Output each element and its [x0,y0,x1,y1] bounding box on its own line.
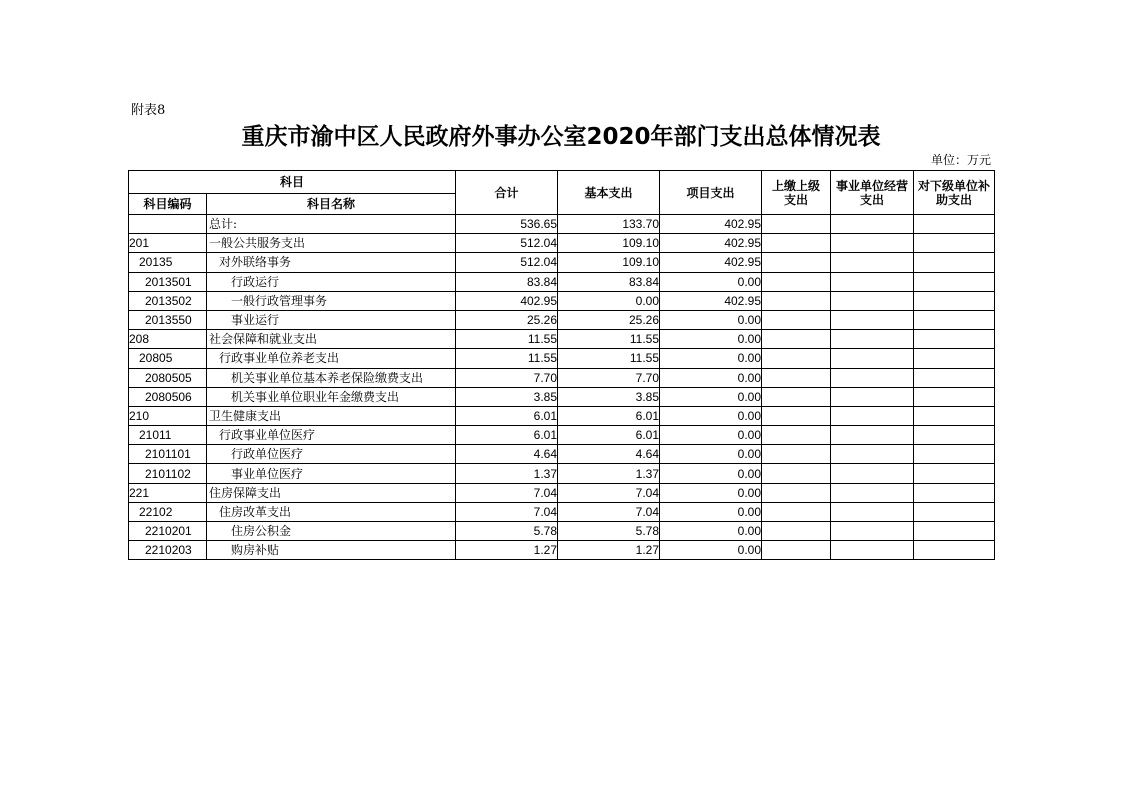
cell-total: 6.01 [456,426,558,445]
cell-code: 2013502 [129,291,207,310]
cell-basic: 4.64 [558,445,660,464]
cell-project: 0.00 [660,368,762,387]
table-row [129,291,995,310]
header-business: 事业单位经营支出 [831,171,914,215]
cell-basic: 11.55 [558,349,660,368]
cell-total: 512.04 [456,234,558,253]
cell-business [831,253,914,272]
cell-project: 0.00 [660,310,762,329]
cell-lower [914,253,995,272]
cell-basic: 7.04 [558,483,660,502]
cell-project: 0.00 [660,445,762,464]
cell-upper [762,387,831,406]
header-total: 合计 [456,171,558,215]
expenditure-table [128,170,995,560]
cell-project: 0.00 [660,272,762,291]
cell-total: 1.37 [456,464,558,483]
cell-name: 卫生健康支出 [207,406,456,425]
cell-lower [914,291,995,310]
header-project: 项目支出 [660,171,762,215]
cell-upper [762,253,831,272]
cell-name: 一般行政管理事务 [207,291,456,310]
cell-lower [914,272,995,291]
cell-upper [762,406,831,425]
cell-upper [762,541,831,560]
cell-code: 210 [129,406,207,425]
cell-project: 402.95 [660,253,762,272]
cell-business [831,349,914,368]
cell-upper [762,426,831,445]
cell-name: 行政运行 [207,272,456,291]
table-row [129,368,995,387]
cell-basic: 5.78 [558,522,660,541]
cell-code: 2210201 [129,522,207,541]
cell-project: 0.00 [660,330,762,349]
cell-basic: 25.26 [558,310,660,329]
cell-name: 社会保障和就业支出 [207,330,456,349]
cell-business [831,502,914,521]
table-body [129,215,995,560]
cell-code: 2080505 [129,368,207,387]
cell-basic: 1.37 [558,464,660,483]
cell-name: 机关事业单位职业年金缴费支出 [207,387,456,406]
table-row [129,541,995,560]
cell-name: 一般公共服务支出 [207,234,456,253]
cell-name: 购房补贴 [207,541,456,560]
cell-project: 0.00 [660,349,762,368]
cell-lower [914,426,995,445]
cell-name: 住房改革支出 [207,502,456,521]
cell-business [831,291,914,310]
cell-total: 7.04 [456,483,558,502]
cell-upper [762,502,831,521]
cell-upper [762,522,831,541]
cell-lower [914,234,995,253]
cell-business [831,272,914,291]
cell-project: 0.00 [660,387,762,406]
cell-project: 0.00 [660,464,762,483]
cell-project: 0.00 [660,541,762,560]
table-row [129,215,995,234]
cell-total: 4.64 [456,445,558,464]
cell-upper [762,368,831,387]
cell-business [831,464,914,483]
cell-basic: 1.27 [558,541,660,560]
cell-upper [762,272,831,291]
cell-total: 1.27 [456,541,558,560]
cell-basic: 6.01 [558,406,660,425]
cell-lower [914,502,995,521]
cell-total: 83.84 [456,272,558,291]
cell-upper [762,330,831,349]
cell-total: 11.55 [456,330,558,349]
cell-total: 6.01 [456,406,558,425]
cell-name: 行政事业单位医疗 [207,426,456,445]
cell-code: 2101101 [129,445,207,464]
cell-name: 住房公积金 [207,522,456,541]
table-row [129,387,995,406]
cell-business [831,406,914,425]
cell-code: 208 [129,330,207,349]
cell-business [831,445,914,464]
cell-upper [762,310,831,329]
cell-upper [762,483,831,502]
table-row [129,234,995,253]
cell-basic: 133.70 [558,215,660,234]
cell-lower [914,330,995,349]
cell-name: 住房保障支出 [207,483,456,502]
table-row [129,349,995,368]
cell-lower [914,368,995,387]
cell-basic: 109.10 [558,253,660,272]
table-row [129,426,995,445]
cell-business [831,234,914,253]
cell-business [831,541,914,560]
table-row [129,330,995,349]
cell-code: 201 [129,234,207,253]
cell-name: 事业单位医疗 [207,464,456,483]
cell-business [831,310,914,329]
cell-total: 7.70 [456,368,558,387]
cell-business [831,215,914,234]
cell-business [831,522,914,541]
cell-upper [762,215,831,234]
cell-lower [914,522,995,541]
cell-lower [914,387,995,406]
cell-code: 21011 [129,426,207,445]
cell-code: 2013501 [129,272,207,291]
cell-project: 0.00 [660,502,762,521]
cell-total: 5.78 [456,522,558,541]
cell-business [831,426,914,445]
cell-upper [762,445,831,464]
header-name: 科目名称 [207,194,456,215]
cell-name: 行政事业单位养老支出 [207,349,456,368]
header-basic: 基本支出 [558,171,660,215]
table-row [129,406,995,425]
cell-total: 536.65 [456,215,558,234]
cell-code: 20805 [129,349,207,368]
table-row [129,502,995,521]
cell-basic: 3.85 [558,387,660,406]
cell-total: 25.26 [456,310,558,329]
cell-code [129,215,207,234]
table-row [129,483,995,502]
cell-name: 对外联络事务 [207,253,456,272]
page-title: 重庆市渝中区人民政府外事办公室2020年部门支出总体情况表 [241,124,881,150]
cell-basic: 7.04 [558,502,660,521]
cell-business [831,368,914,387]
cell-code: 2101102 [129,464,207,483]
cell-total: 7.04 [456,502,558,521]
cell-lower [914,349,995,368]
cell-upper [762,464,831,483]
table-row [129,253,995,272]
cell-lower [914,445,995,464]
cell-lower [914,541,995,560]
cell-project: 0.00 [660,522,762,541]
appendix-label: 附表8 [131,103,166,118]
cell-lower [914,310,995,329]
cell-lower [914,406,995,425]
cell-total: 11.55 [456,349,558,368]
table-row [129,310,995,329]
header-upper: 上缴上级支出 [762,171,831,215]
table-row [129,522,995,541]
cell-project: 402.95 [660,234,762,253]
cell-basic: 83.84 [558,272,660,291]
header-code: 科目编码 [129,194,207,215]
cell-code: 2210203 [129,541,207,560]
cell-name: 事业运行 [207,310,456,329]
cell-upper [762,349,831,368]
cell-basic: 11.55 [558,330,660,349]
cell-upper [762,291,831,310]
header-lower: 对下级单位补助支出 [914,171,995,215]
cell-basic: 109.10 [558,234,660,253]
cell-project: 0.00 [660,426,762,445]
cell-lower [914,464,995,483]
cell-code: 20135 [129,253,207,272]
cell-code: 221 [129,483,207,502]
cell-business [831,387,914,406]
cell-project: 0.00 [660,406,762,425]
unit-label: 单位：万元 [930,153,991,167]
cell-project: 402.95 [660,215,762,234]
table-row [129,272,995,291]
header-subject: 科目 [129,171,456,194]
cell-name: 机关事业单位基本养老保险缴费支出 [207,368,456,387]
cell-basic: 0.00 [558,291,660,310]
cell-basic: 7.70 [558,368,660,387]
cell-business [831,483,914,502]
cell-code: 2013550 [129,310,207,329]
cell-code: 22102 [129,502,207,521]
cell-basic: 6.01 [558,426,660,445]
cell-project: 0.00 [660,483,762,502]
cell-upper [762,234,831,253]
cell-total: 402.95 [456,291,558,310]
cell-lower [914,215,995,234]
table-row [129,464,995,483]
table-row [129,445,995,464]
cell-business [831,330,914,349]
cell-total: 512.04 [456,253,558,272]
cell-lower [914,483,995,502]
cell-project: 402.95 [660,291,762,310]
cell-name: 总计: [207,215,456,234]
cell-code: 2080506 [129,387,207,406]
cell-total: 3.85 [456,387,558,406]
cell-name: 行政单位医疗 [207,445,456,464]
